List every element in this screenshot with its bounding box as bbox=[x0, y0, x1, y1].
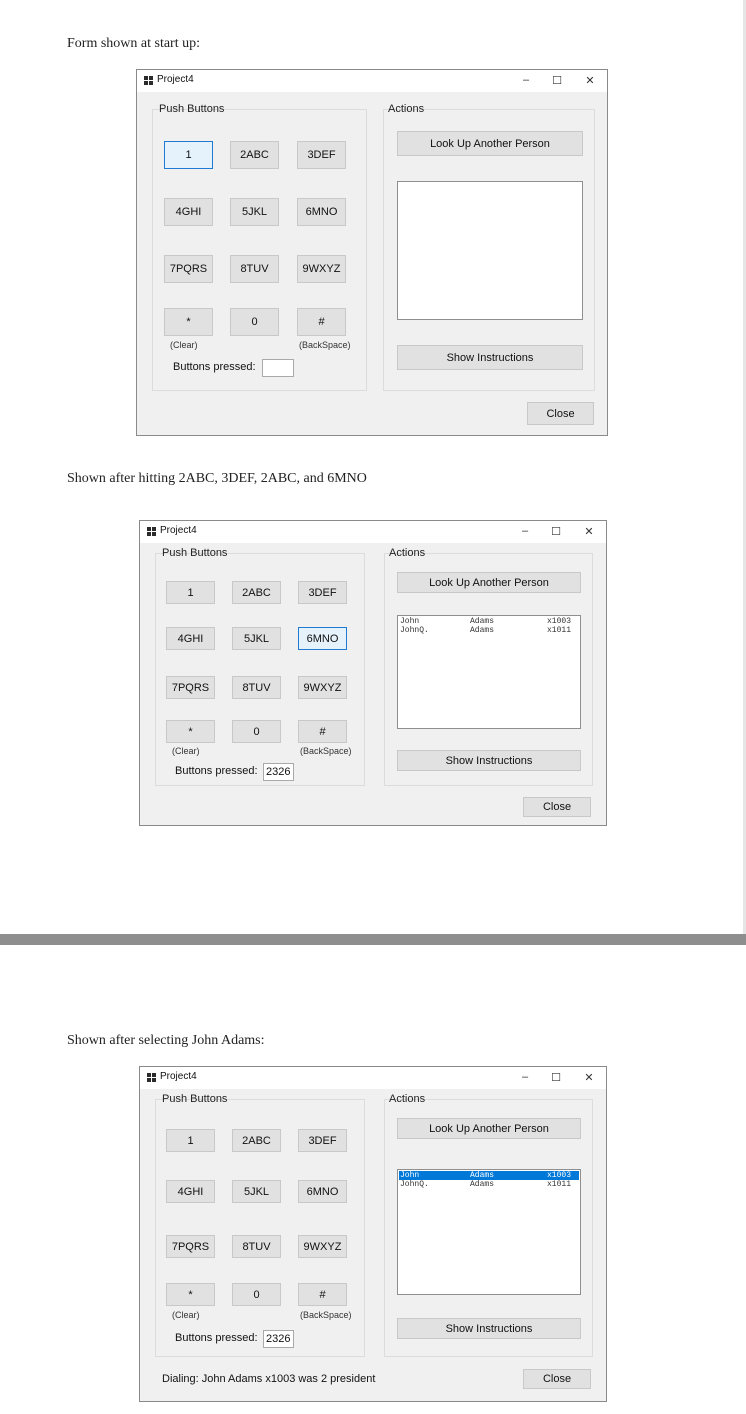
first-name: John bbox=[400, 617, 420, 626]
show-instructions-button[interactable]: Show Instructions bbox=[397, 750, 581, 771]
window-after-select bbox=[139, 1066, 607, 1402]
list-item[interactable] bbox=[399, 1171, 579, 1180]
extension: x1003 bbox=[546, 617, 571, 626]
key-2abc[interactable]: 2ABC bbox=[232, 581, 281, 604]
list-item[interactable] bbox=[399, 1180, 579, 1189]
buttons-pressed-label: Buttons pressed: bbox=[175, 765, 258, 777]
backspace-hint: (BackSpace) bbox=[300, 1310, 352, 1320]
key-8tuv[interactable]: 8TUV bbox=[232, 676, 281, 699]
key-0[interactable]: 0 bbox=[232, 720, 281, 743]
show-instructions-button[interactable]: Show Instructions bbox=[397, 345, 583, 370]
last-name: Adams bbox=[470, 617, 495, 626]
last-name: Adams bbox=[470, 626, 495, 635]
minimize-button[interactable]: – bbox=[522, 74, 530, 86]
clear-hint: (Clear) bbox=[170, 340, 198, 350]
caption-startup: Form shown at start up: bbox=[67, 36, 200, 51]
key-9wxyz[interactable]: 9WXYZ bbox=[298, 1235, 347, 1258]
look-up-another-person-button[interactable]: Look Up Another Person bbox=[397, 131, 583, 156]
list-item[interactable] bbox=[399, 626, 579, 635]
window-title: Project4 bbox=[157, 74, 194, 85]
close-button[interactable]: Close bbox=[523, 797, 591, 817]
key-1[interactable]: 1 bbox=[164, 141, 213, 169]
key-3def[interactable]: 3DEF bbox=[298, 1129, 347, 1152]
key-7pqrs[interactable]: 7PQRS bbox=[164, 255, 213, 283]
extension: x1003 bbox=[546, 1171, 571, 1180]
key-star-clear[interactable]: * bbox=[166, 1283, 215, 1306]
key-5jkl[interactable]: 5JKL bbox=[230, 198, 279, 226]
title-bar bbox=[140, 1067, 606, 1089]
key-star-clear[interactable]: * bbox=[166, 720, 215, 743]
maximize-button[interactable]: ☐ bbox=[551, 525, 561, 538]
close-button[interactable]: Close bbox=[527, 402, 594, 425]
key-2abc[interactable]: 2ABC bbox=[232, 1129, 281, 1152]
key-9wxyz[interactable]: 9WXYZ bbox=[297, 255, 346, 283]
window-title: Project4 bbox=[160, 525, 197, 536]
maximize-button[interactable]: ☐ bbox=[552, 74, 562, 87]
close-window-button[interactable]: ✕ bbox=[585, 74, 595, 87]
key-4ghi[interactable]: 4GHI bbox=[166, 1180, 215, 1203]
app-icon bbox=[144, 76, 153, 85]
buttons-pressed-field bbox=[262, 359, 294, 377]
clear-hint: (Clear) bbox=[172, 746, 200, 756]
buttons-pressed-field: 2326 bbox=[263, 763, 294, 781]
key-hash-backspace[interactable]: # bbox=[298, 1283, 347, 1306]
key-hash-backspace[interactable]: # bbox=[298, 720, 347, 743]
first-name: John bbox=[400, 1171, 420, 1180]
key-0[interactable]: 0 bbox=[230, 308, 279, 336]
show-instructions-button[interactable]: Show Instructions bbox=[397, 1318, 581, 1339]
close-window-button[interactable]: ✕ bbox=[584, 525, 594, 538]
key-7pqrs[interactable]: 7PQRS bbox=[166, 1235, 215, 1258]
key-1[interactable]: 1 bbox=[166, 1129, 215, 1152]
key-hash-backspace[interactable]: # bbox=[297, 308, 346, 336]
key-6mno[interactable]: 6MNO bbox=[297, 198, 346, 226]
window-startup bbox=[136, 69, 608, 436]
status-text: Dialing: John Adams x1003 was 2 president bbox=[162, 1373, 376, 1385]
key-9wxyz[interactable]: 9WXYZ bbox=[298, 676, 347, 699]
title-bar bbox=[140, 521, 606, 543]
list-item[interactable] bbox=[399, 617, 579, 626]
push-buttons-group-title: Push Buttons bbox=[159, 103, 225, 115]
key-star-clear[interactable]: * bbox=[164, 308, 213, 336]
last-name: Adams bbox=[470, 1180, 495, 1189]
actions-group-title: Actions bbox=[389, 547, 426, 559]
backspace-hint: (BackSpace) bbox=[300, 746, 352, 756]
caption-after-select: Shown after selecting John Adams: bbox=[67, 1033, 265, 1048]
last-name: Adams bbox=[470, 1171, 495, 1180]
section-divider bbox=[0, 934, 746, 945]
clear-hint: (Clear) bbox=[172, 1310, 200, 1320]
key-8tuv[interactable]: 8TUV bbox=[230, 255, 279, 283]
close-button[interactable]: Close bbox=[523, 1369, 591, 1389]
extension: x1011 bbox=[546, 1180, 571, 1189]
key-3def[interactable]: 3DEF bbox=[298, 581, 347, 604]
results-listbox[interactable] bbox=[397, 181, 583, 320]
look-up-another-person-button[interactable]: Look Up Another Person bbox=[397, 572, 581, 593]
app-icon bbox=[147, 527, 156, 536]
buttons-pressed-field: 2326 bbox=[263, 1330, 294, 1348]
extension: x1011 bbox=[546, 626, 571, 635]
key-5jkl[interactable]: 5JKL bbox=[232, 627, 281, 650]
key-8tuv[interactable]: 8TUV bbox=[232, 1235, 281, 1258]
key-1[interactable]: 1 bbox=[166, 581, 215, 604]
key-2abc[interactable]: 2ABC bbox=[230, 141, 279, 169]
first-name: JohnQ. bbox=[400, 1180, 429, 1189]
key-6mno[interactable]: 6MNO bbox=[298, 1180, 347, 1203]
key-4ghi[interactable]: 4GHI bbox=[164, 198, 213, 226]
buttons-pressed-label: Buttons pressed: bbox=[175, 1332, 258, 1344]
key-5jkl[interactable]: 5JKL bbox=[232, 1180, 281, 1203]
app-icon bbox=[147, 1073, 156, 1082]
window-after-keys bbox=[139, 520, 607, 826]
maximize-button[interactable]: ☐ bbox=[551, 1071, 561, 1084]
minimize-button[interactable]: – bbox=[521, 1071, 529, 1083]
push-buttons-group-title: Push Buttons bbox=[162, 547, 228, 559]
close-window-button[interactable]: ✕ bbox=[584, 1071, 594, 1084]
title-bar bbox=[137, 70, 607, 92]
key-4ghi[interactable]: 4GHI bbox=[166, 627, 215, 650]
minimize-button[interactable]: – bbox=[521, 525, 529, 537]
results-listbox[interactable] bbox=[397, 1169, 581, 1295]
first-name: JohnQ. bbox=[400, 626, 429, 635]
key-7pqrs[interactable]: 7PQRS bbox=[166, 676, 215, 699]
actions-group-title: Actions bbox=[388, 103, 425, 115]
caption-after-keys: Shown after hitting 2ABC, 3DEF, 2ABC, and 6MNO bbox=[67, 471, 367, 486]
look-up-another-person-button[interactable]: Look Up Another Person bbox=[397, 1118, 581, 1139]
actions-group-title: Actions bbox=[389, 1093, 426, 1105]
key-6mno[interactable]: 6MNO bbox=[298, 627, 347, 650]
push-buttons-group-title: Push Buttons bbox=[162, 1093, 228, 1105]
buttons-pressed-label: Buttons pressed: bbox=[173, 361, 256, 373]
key-0[interactable]: 0 bbox=[232, 1283, 281, 1306]
window-title: Project4 bbox=[160, 1071, 197, 1082]
key-3def[interactable]: 3DEF bbox=[297, 141, 346, 169]
results-listbox[interactable] bbox=[397, 615, 581, 729]
backspace-hint: (BackSpace) bbox=[299, 340, 351, 350]
